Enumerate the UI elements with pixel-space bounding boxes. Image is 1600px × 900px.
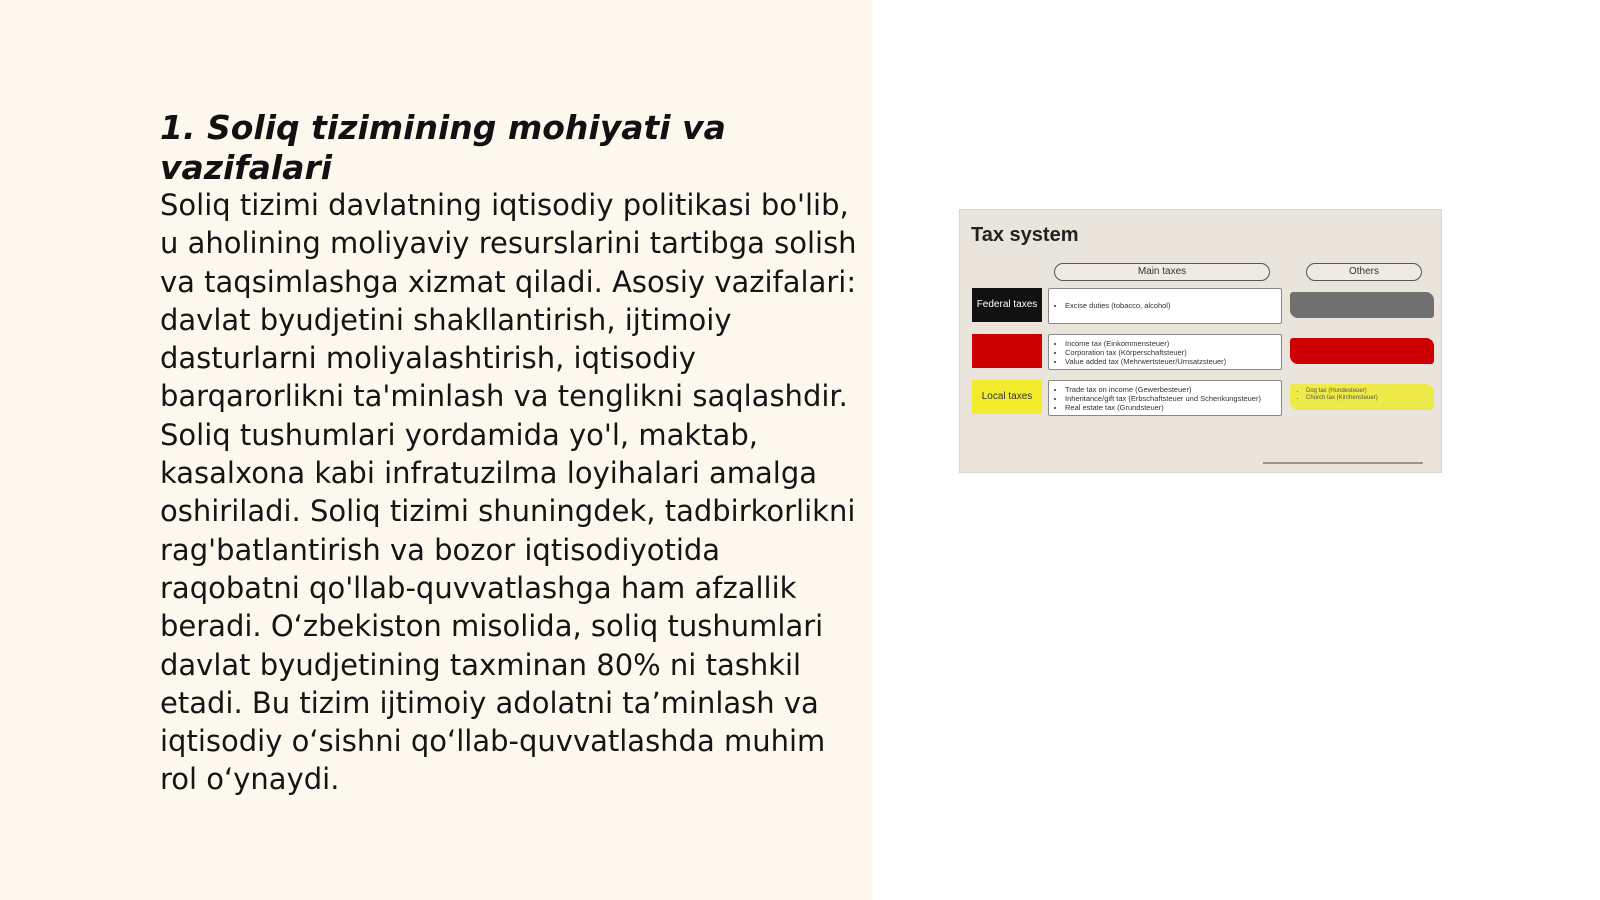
federal-others-band	[1290, 292, 1434, 318]
state-tax-item: • Value added tax (Mehrwertsteuer/Umsatzsteuer)	[1065, 357, 1275, 366]
state-tax-item: • Income tax (Einkommensteuer)	[1065, 339, 1275, 348]
state-others-band	[1290, 338, 1434, 364]
local-taxes-box	[1048, 380, 1282, 416]
slide-body-text: Soliq tizimi davlatning iqtisodiy politikasi bo'lib, u aholining moliyaviy resurslarini tartibga solish va taqsimlashga xizmat qiladi. Asosiy vazifalari: davlat byudjetini shakllantirish, ijtimoiy dasturlarni moliyalashtirish, iqtisodiy barqarorlikni ta'minlash va tenglikni saqlashdir. Soliq tushumlari yordamida yo'l, maktab, kasalxona kabi infratuzilma loyihalari amalga oshiriladi. Soliq tizimi shuningdek, tadbirkorlikni rag'batlantirish va bozor iqtisodiyotida raqobatni qo'llab-quvvatlashga ham afzallik beradi. Oʻzbekiston misolida, soliq tushumlari davlat byudjetining taxminan 80% ni tashkil etadi. Bu tizim ijtimoiy adolatni taʼminlash va iqtisodiy oʻsishni qoʻllab-quvvatlashda muhim rol oʻynaydi.	[160, 188, 857, 797]
local-other-item: • Dog tax (Hundesteuer)	[1306, 388, 1426, 395]
federal-taxes-label: Federal taxes	[972, 288, 1042, 322]
local-tax-item: • Trade tax on income (Gewerbesteuer)	[1065, 385, 1275, 394]
state-taxes-label	[972, 334, 1042, 368]
others-header: Others	[1306, 263, 1422, 281]
local-tax-item: • Inheritance/gift tax (Erbschaftsteuer und Schenkungsteuer)	[1065, 394, 1275, 403]
local-other-item: • Church tax (Kirchensteuer)	[1306, 395, 1426, 402]
state-tax-item: • Corporation tax (Körperschaftsteuer)	[1065, 348, 1275, 357]
federal-tax-item: • Excise duties (tobacco, alcohol)	[1065, 293, 1275, 319]
federal-taxes-box	[1048, 288, 1282, 324]
tax-system-title: Tax system	[971, 224, 1079, 246]
local-taxes-label: Local taxes	[972, 380, 1042, 414]
local-tax-item: • Real estate tax (Grundsteuer)	[1065, 403, 1275, 412]
main-taxes-header: Main taxes	[1054, 263, 1270, 281]
local-others-band	[1290, 384, 1434, 410]
state-taxes-box	[1048, 334, 1282, 370]
footnote-line	[1263, 462, 1423, 464]
slide-title: 1. Soliq tizimining mohiyati va vazifalari	[160, 108, 726, 187]
tax-system-image	[960, 210, 1441, 472]
